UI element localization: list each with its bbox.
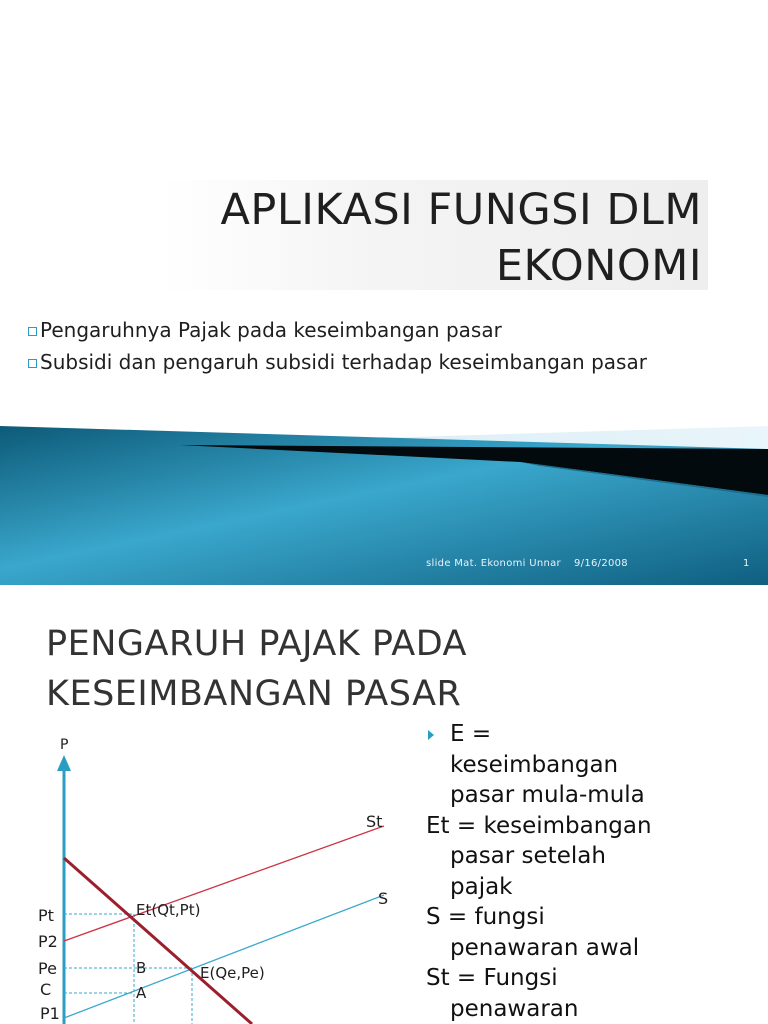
explanation-line: penawaran — [450, 995, 579, 1022]
dashed-guides — [64, 914, 192, 1024]
point-label-b: B — [136, 959, 147, 977]
price-label-pt: Pt — [38, 906, 54, 925]
triangle-bullet-icon — [428, 730, 434, 740]
curve-label-st: St — [366, 812, 383, 831]
bullet-list — [28, 314, 758, 378]
slide-2-title-line-2: KESEIMBANGAN PASAR — [46, 674, 462, 714]
square-bullet-icon — [28, 327, 37, 336]
square-bullet-icon — [28, 359, 37, 368]
point-label-et: Et(Qt,Pt) — [136, 901, 201, 919]
slide-title-line-2: EKONOMI — [495, 241, 702, 291]
slide-2-title-line-1: PENGARUH PAJAK PADA — [46, 624, 467, 664]
explanation-line: keseimbangan — [450, 751, 619, 778]
point-label-a: A — [136, 984, 147, 1002]
explanation-line: S = fungsi — [426, 904, 545, 930]
explanation-line: pasar setelah — [450, 843, 606, 869]
explanation-line: E = — [450, 721, 492, 747]
explanation-item — [426, 963, 746, 1024]
explanation-line: St = Fungsi — [426, 965, 558, 991]
price-label-p2: P2 — [38, 932, 58, 951]
price-label-pe: Pe — [38, 959, 57, 978]
footer-source: slide Mat. Ekonomi Unnar — [426, 558, 561, 569]
decorative-wave-band — [0, 420, 768, 585]
bullet-item — [28, 346, 758, 378]
explanation-list — [426, 719, 746, 1024]
explanation-item — [426, 811, 746, 903]
explanation-line: Et = keseimbangan — [426, 812, 652, 839]
slide-title-line-1: APLIKASI FUNGSI DLM — [220, 185, 702, 235]
explanation-item — [426, 902, 746, 963]
axis-arrow-icon — [57, 755, 71, 771]
supply-after-tax-line — [64, 826, 384, 941]
curve-label-s: S — [378, 889, 389, 908]
slide-2 — [0, 585, 768, 1024]
axis-y-label: P — [60, 737, 69, 753]
price-label-p1: P1 — [40, 1004, 60, 1023]
footer-date: 9/16/2008 — [574, 558, 628, 569]
explanation-line: pasar mula-mula — [450, 782, 645, 808]
bullet-text: Subsidi dan pengaruh subsidi terhadap keseimbangan pasar — [40, 350, 647, 374]
point-label-e: E(Qe,Pe) — [200, 964, 265, 982]
tax-equilibrium-diagram — [0, 725, 420, 1024]
footer-page-number: 1 — [743, 558, 750, 569]
explanation-line: penawaran awal — [450, 934, 640, 961]
bullet-text: Pengaruhnya Pajak pada keseimbangan pasar — [40, 318, 502, 342]
explanation-item — [426, 719, 746, 811]
price-label-c: C — [40, 980, 52, 999]
explanation-line: pajak — [450, 873, 513, 900]
bullet-item — [28, 314, 758, 346]
slide-2-title — [46, 619, 746, 719]
slide-title — [142, 182, 702, 294]
